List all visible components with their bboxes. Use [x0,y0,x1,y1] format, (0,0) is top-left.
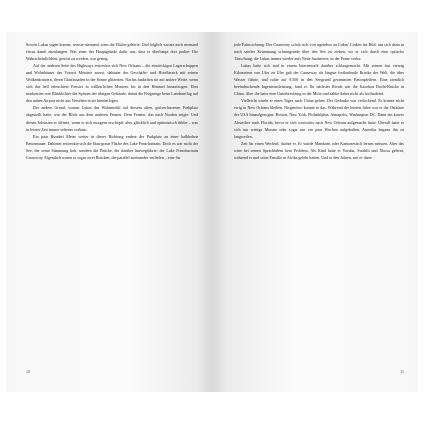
paragraph: Vielleicht würde er eines Tages nach China gehen. Der Gedanke war verlockend. Er konnte nicht ewig in New Orleans bleiben. Nirgendwo konnte er das. Während der letzten Jahre war er die Ostküste der USA hinaufgezogen: Boston, New York, Philadelphia, Annapolis, Washington DC. Dann ein kurzer Abstecher nach Florida, bevor er sich westwärts nach New Orleans aufgemacht hatte. Überall hatte er sich nur wenige Monate oder sogar nur ein paar Wochen aufgehalten. Amerika begann ihn zu langweilen. [234,98,404,139]
paragraph: Lukas hatte sich mal in einem Internetcafé darüber schlaugemacht. Mit seinen fast vierzig Kilometern von Ufer zu Ufer galt der Causeway als längste fortlaufende Brücke der Welt, die über Wasser führte, und ruhte auf 9.500 in den Seegrund gerammten Betonpfeilern. Eine ziemlich beeindruckende Ingenieursleistung, fand er. Ihr nächster Rivale war die Jiaozhou Bucht-Brücke in China. Aber die hatte eine Unterbrechung in der Mitte und zählte daher nicht als fortlaufend. [234,63,404,97]
left-page [6,32,212,392]
paragraph: Soweit Lukas sagen konnte, wusste niemand, wem die Fläche gehörte. Und folglich wusste auch niemand etwas damit anzufangen. Was einer der Hauptgründe dafür war, dass er überhaupt dort parkte: Die Wahrscheinlichkeit, gestört zu werden, war gering. [26,42,198,62]
paragraph: Ein paar Hundert Meter weiter in dieser Richtung endete der Parkplatz an einer halbhohen Betonmauer. Dahinter erstreckte sich die blau-graue Fläche des Lake Pontchartrain. Doch es war nicht der See, der seine Stimmung hob, sondern die Brücke, die darüber hinwegführte: der Lake Pontchartrain Causeway. Eigentlich waren es sogar zwei Brücken, die parallel zueinander verliefen – eine für [26,133,198,160]
page-number: 11 [400,369,404,374]
book-spread [6,32,418,392]
paragraph: Zeit für einen Wechsel, dachte er. Er würde Mandarin oder Kantonesisch lernen müssen. Aber das wäre bei seinen Sprachtalent kein Problem. Als Kind hatte er Yoruba, Swahili und Xhosa gelernt, während er und seine Familie in Afrika gelebt hatten. Und in den Jahren, seit er diese [234,140,404,160]
paragraph: Auf der anderen Seite des Highways erstreckte sich New Orleans – die einstöckigen Lagerschuppen und Wohnhäuser des Vororts Metairie zuerst, dahinter der Geschäfts- und Hotelbezirk mit seinen Wolkenkratzern, deren Glasfassaden in der Sonne glitzerten. Nachts funkelten sie auf andere Weise, wenn sich das hell erleuchtete Fenster in willkürlichen Mustern bis in den Himmel hinaufzogen. Dort markierten rote Blinklichter die Spitzen der übrigen Gebäude, damit die Flugzeuge beim Landeanflug auf den nahen Airport nicht aus Versehen in sie hineinflogen. [26,63,198,104]
left-page-text [26,41,198,161]
paragraph: Der andere Grund, warum Lukas das Wohnmobil auf diesem alten, gottverlassenen Parkplatz abgestellt hatte, war der Blick aus dem anderen Fenster. Dem Fenster, das nach Norden zeigte. Und diesen Jalousien er öffnete, wenn er sich morgens erschöpft, aber glücklich und optimistisch fühlte – was in letzter Zeit immer seltener vorkam. [26,105,198,132]
right-page [212,32,418,392]
page-number: 10 [26,369,30,374]
paragraph: jede Fahrtrichtung. Der Causeway schob sich von irgendwo zu Lukas' Linken ins Bild, um sich dann in nach sanfter Krümmung schnurgerade über den See zu ziehen, wo er sich durch eine optische Täuschung, die Lukas immer wieder aufs Neue faszinierte, in der Ferne verlor. [234,42,404,62]
right-page-text [234,41,404,161]
